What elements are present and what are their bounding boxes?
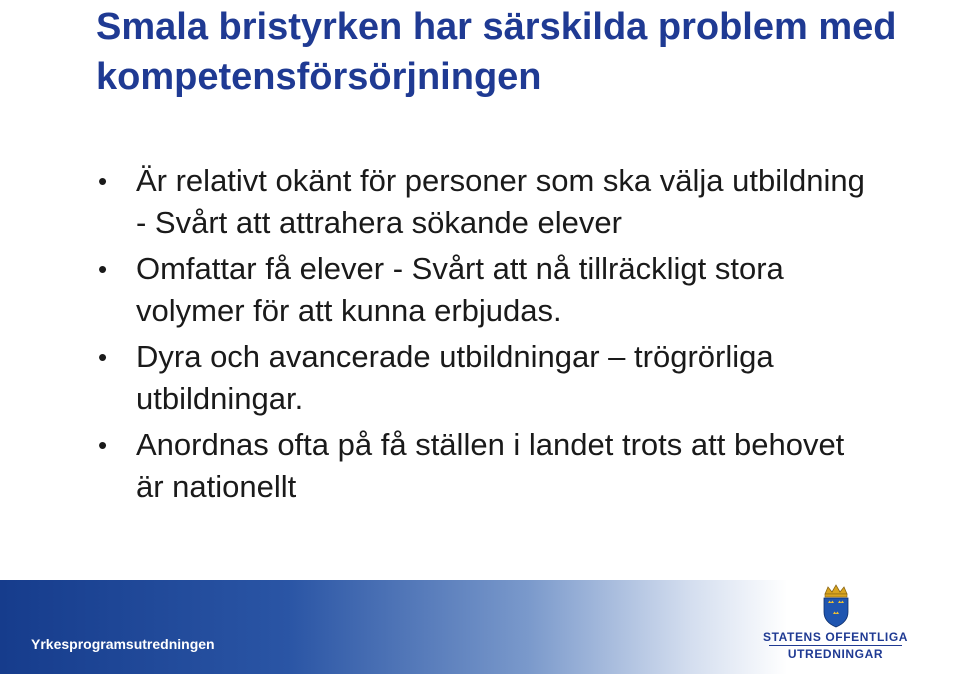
bullet-dot-icon: •	[98, 342, 108, 372]
bullet-item	[96, 248, 876, 332]
slide-title: Smala bristyrken har särskilda problem med kompetensförsörjningen	[96, 6, 897, 98]
bullet-text: Är relativt okänt för personer som ska välja utbildning - Svårt att attrahera sökande elever	[136, 163, 865, 240]
bullet-list	[96, 160, 876, 512]
crown-shield-icon	[819, 584, 853, 628]
bullet-dot-icon: •	[98, 166, 108, 196]
bullet-dot-icon: •	[98, 254, 108, 284]
logo-divider	[769, 645, 902, 646]
bullet-item	[96, 336, 876, 420]
bullet-item	[96, 424, 876, 508]
bullet-item	[96, 160, 876, 244]
logo-text-line2: UTREDNINGAR	[787, 647, 884, 661]
sou-logo	[763, 584, 908, 664]
bullet-text: Omfattar få elever - Svårt att nå tillräckligt stora volymer för att kunna erbjudas.	[136, 251, 784, 328]
footer-organization: Yrkesprogramsutredningen	[31, 636, 215, 652]
bullet-dot-icon: •	[98, 430, 108, 460]
logo-text-line1: STATENS OFFENTLIGA	[763, 630, 909, 644]
footer-band	[0, 580, 960, 674]
bullet-text: Dyra och avancerade utbildningar – trögrörliga utbildningar.	[136, 339, 774, 416]
bullet-text: Anordnas ofta på få ställen i landet trots att behovet är nationellt	[136, 427, 845, 504]
